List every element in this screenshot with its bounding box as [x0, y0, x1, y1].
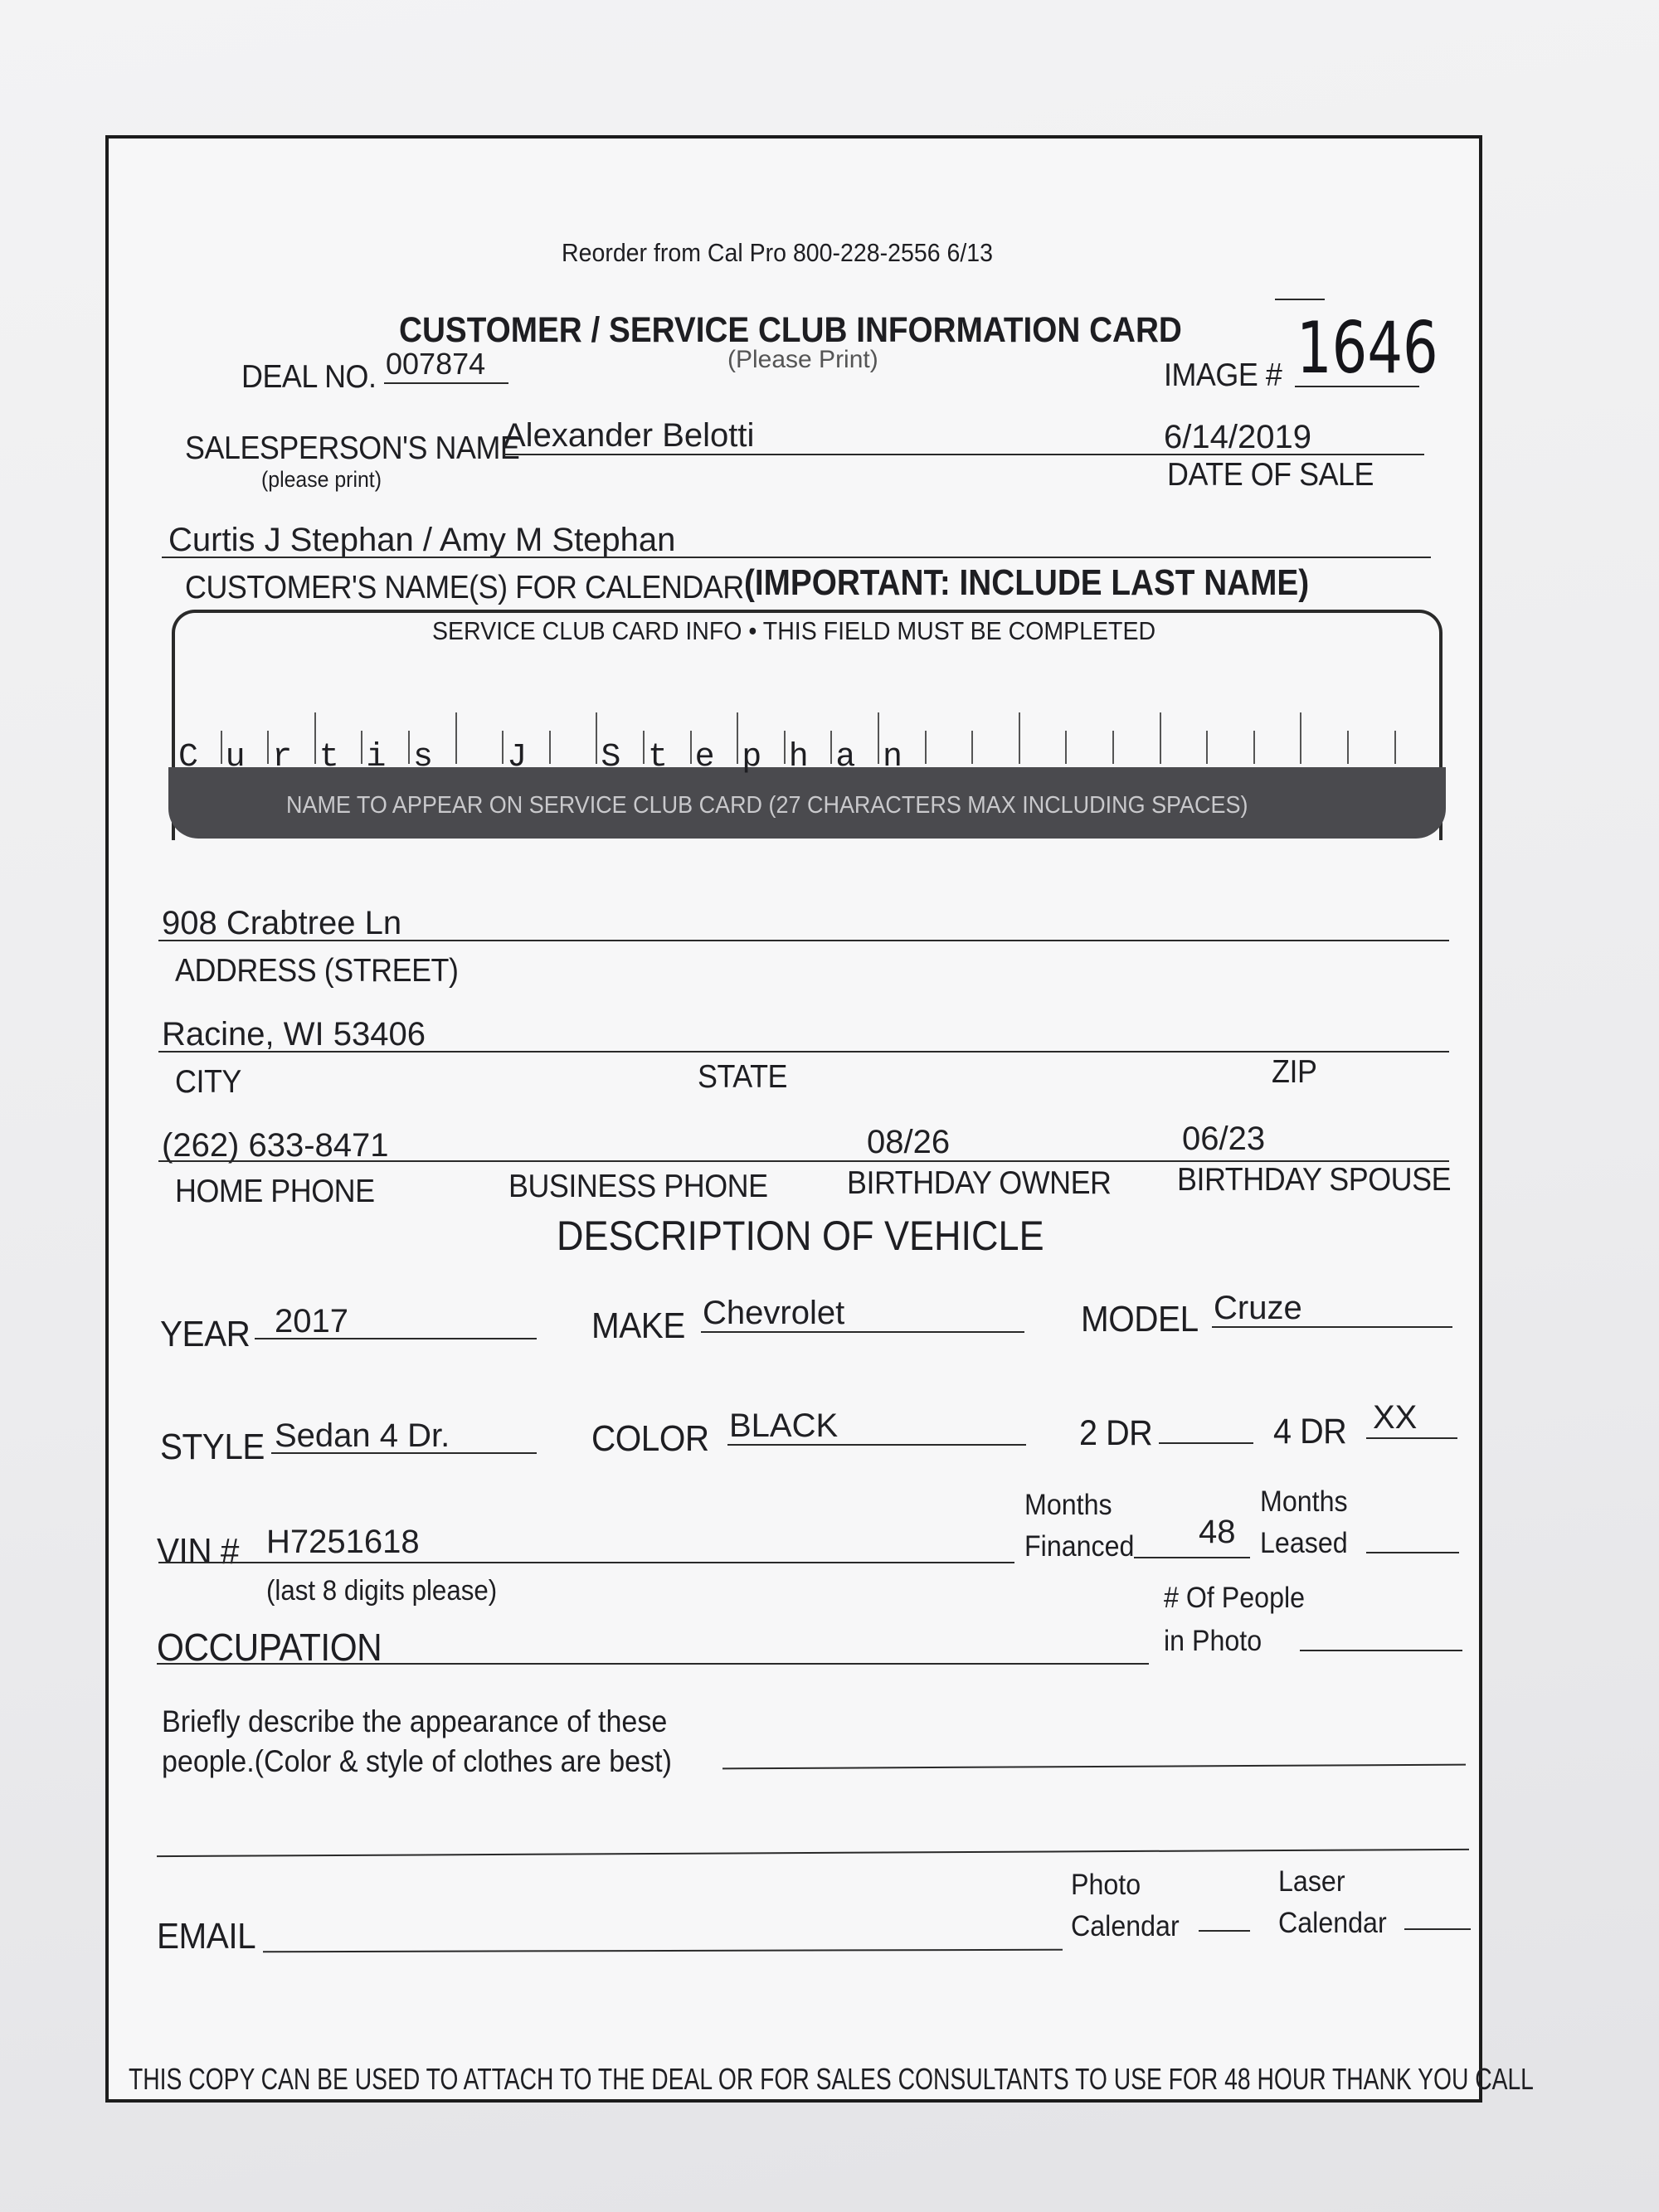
char-cell-divider	[1019, 712, 1020, 764]
date-of-sale-label: DATE OF SALE	[1167, 457, 1374, 493]
char-cell-divider	[878, 712, 879, 764]
color-line	[727, 1444, 1026, 1446]
model-line	[1212, 1326, 1452, 1328]
email-label: EMAIL	[157, 1916, 256, 1957]
vehicle-heading: DESCRIPTION OF VEHICLE	[557, 1213, 1044, 1259]
four-dr-line	[1366, 1437, 1457, 1439]
card-title: CUSTOMER / SERVICE CLUB INFORMATION CARD	[399, 310, 1182, 350]
char-cell-divider	[690, 731, 692, 764]
financed-label: Financed	[1024, 1530, 1135, 1563]
char-cell-divider	[1347, 731, 1349, 764]
describe-extra-line	[157, 1849, 1469, 1857]
char-cell-divider	[1300, 712, 1301, 764]
char-cell-divider	[971, 731, 973, 764]
leased-line	[1366, 1552, 1459, 1553]
char-cell-divider	[549, 731, 551, 764]
deal-no-line	[384, 382, 508, 384]
char-cell-divider	[267, 731, 269, 764]
address-line	[158, 940, 1449, 941]
four-dr-label: 4 DR	[1273, 1412, 1347, 1451]
service-club-char: J	[507, 739, 528, 776]
service-club-char: e	[694, 739, 715, 776]
photo-label: Photo	[1071, 1869, 1141, 1901]
char-cell-divider	[314, 712, 316, 764]
char-cell-divider	[1112, 731, 1114, 764]
service-club-char: t	[319, 739, 339, 776]
color-label: COLOR	[591, 1418, 709, 1459]
describe-line-1: Briefly describe the appearance of these	[162, 1704, 668, 1738]
char-cell-divider	[925, 731, 927, 764]
laser-calendar-line	[1404, 1928, 1471, 1930]
char-cell-divider	[408, 731, 410, 764]
service-club-char: n	[883, 739, 903, 776]
year-line	[255, 1338, 537, 1339]
two-dr-label: 2 DR	[1079, 1413, 1153, 1453]
footer-note: THIS COPY CAN BE USED TO ATTACH TO THE DEAL OR FOR SALES CONSULTANTS TO USE FOR 48 HOUR THANK YOU CALL	[129, 2062, 1534, 2096]
two-dr-line	[1159, 1442, 1253, 1444]
make-value: Chevrolet	[703, 1295, 845, 1331]
service-club-char: u	[225, 739, 246, 776]
salesperson-label: SALESPERSON'S NAME	[185, 430, 520, 466]
photo-calendar-line	[1199, 1930, 1250, 1932]
laser-label: Laser	[1278, 1865, 1345, 1898]
salesperson-sub: (please print)	[261, 467, 382, 492]
customer-names-value: Curtis J Stephan / Amy M Stephan	[168, 522, 676, 558]
char-cell-divider	[221, 731, 222, 764]
char-cell-divider	[643, 731, 645, 764]
four-dr-value: XX	[1373, 1399, 1418, 1436]
occupation-label: OCCUPATION	[157, 1626, 382, 1669]
image-label: IMAGE #	[1164, 357, 1282, 393]
char-cell-divider	[830, 731, 832, 764]
char-cell-divider	[1065, 731, 1067, 764]
state-label: STATE	[698, 1059, 788, 1095]
char-cell-divider	[502, 731, 504, 764]
city-label: CITY	[175, 1064, 241, 1100]
char-cell-divider	[455, 712, 457, 764]
make-line	[701, 1331, 1024, 1333]
char-cell-divider	[596, 712, 597, 764]
important-note: (IMPORTANT: INCLUDE LAST NAME)	[744, 562, 1310, 603]
laser-calendar-label: Calendar	[1278, 1907, 1387, 1939]
months-financed-label-top: Months	[1024, 1489, 1112, 1521]
year-value: 2017	[275, 1303, 348, 1339]
home-phone-label: HOME PHONE	[175, 1174, 375, 1209]
image-line	[1295, 386, 1419, 387]
service-club-info: SERVICE CLUB CARD INFO • THIS FIELD MUST BE COMPLETED	[432, 616, 1156, 645]
home-phone-value: (262) 633-8471	[162, 1127, 389, 1164]
leased-label: Leased	[1260, 1527, 1348, 1559]
service-club-band-text: NAME TO APPEAR ON SERVICE CLUB CARD (27 CHARACTERS MAX INCLUDING SPACES)	[286, 792, 1248, 819]
people-label-2: in Photo	[1164, 1625, 1262, 1657]
people-label-1: # Of People	[1164, 1582, 1306, 1614]
service-club-char: C	[178, 739, 199, 776]
model-value: Cruze	[1214, 1290, 1302, 1326]
salesperson-value: Alexander Belotti	[504, 417, 755, 454]
char-cell-divider	[784, 731, 786, 764]
zip-label: ZIP	[1272, 1054, 1317, 1090]
make-label: MAKE	[591, 1305, 685, 1346]
city-state-zip-value: Racine, WI 53406	[162, 1016, 426, 1053]
service-club-char: s	[413, 739, 434, 776]
vin-value: H7251618	[266, 1524, 420, 1560]
model-label: MODEL	[1081, 1299, 1199, 1339]
customer-names-label: CUSTOMER'S NAME(S) FOR CALENDAR	[185, 570, 744, 605]
char-cell-divider	[737, 712, 738, 764]
char-cell-divider	[1160, 712, 1161, 764]
color-value: BLACK	[729, 1407, 839, 1444]
photo-calendar-label: Calendar	[1071, 1910, 1180, 1942]
deal-no-value: 007874	[386, 347, 486, 381]
months-leased-label-top: Months	[1260, 1485, 1348, 1518]
char-cell-divider	[361, 731, 362, 764]
people-line	[1300, 1650, 1462, 1651]
service-club-char: S	[601, 739, 621, 776]
birthday-owner-value: 08/26	[867, 1124, 951, 1160]
char-cell-divider	[1206, 731, 1208, 764]
service-club-char: i	[366, 739, 387, 776]
service-club-char: p	[742, 739, 762, 776]
financed-line	[1134, 1557, 1250, 1558]
service-club-char: r	[272, 739, 293, 776]
describe-line-2: people.(Color & style of clothes are best)	[162, 1744, 672, 1778]
vin-label: VIN #	[157, 1531, 239, 1572]
year-label: YEAR	[160, 1314, 251, 1354]
service-club-char: t	[648, 739, 669, 776]
address-label: ADDRESS (STREET)	[175, 953, 459, 989]
months-financed-value: 48	[1199, 1514, 1236, 1550]
char-cell-divider	[1394, 731, 1396, 764]
information-card	[105, 135, 1534, 2103]
image-number-handwritten: 1646	[1297, 307, 1438, 390]
salesperson-line	[504, 454, 1424, 455]
customer-names-line	[162, 557, 1431, 558]
style-value: Sedan 4 Dr.	[275, 1417, 450, 1454]
address-value: 908 Crabtree Ln	[162, 905, 402, 941]
email-line	[263, 1949, 1063, 1953]
occupation-line	[157, 1663, 1149, 1665]
deal-no-label: DEAL NO.	[241, 359, 377, 395]
vin-sub: (last 8 digits please)	[266, 1575, 498, 1607]
birthday-spouse-label: BIRTHDAY SPOUSE	[1177, 1162, 1452, 1198]
image-top-dash	[1275, 299, 1325, 300]
birthday-spouse-value: 06/23	[1182, 1121, 1266, 1157]
reorder-text: Reorder from Cal Pro 800-228-2556 6/13	[562, 238, 994, 267]
birthday-owner-label: BIRTHDAY OWNER	[847, 1165, 1112, 1201]
describe-line	[722, 1764, 1466, 1770]
vin-line	[158, 1562, 1014, 1563]
please-print-note: (Please Print)	[727, 346, 878, 373]
date-of-sale-value: 6/14/2019	[1164, 419, 1311, 455]
service-club-char: h	[788, 739, 809, 776]
char-cell-divider	[1253, 731, 1255, 764]
city-line	[158, 1051, 1449, 1053]
style-label: STYLE	[160, 1427, 265, 1467]
business-phone-label: BUSINESS PHONE	[508, 1169, 768, 1204]
service-club-char: a	[835, 739, 856, 776]
style-line	[271, 1452, 537, 1454]
